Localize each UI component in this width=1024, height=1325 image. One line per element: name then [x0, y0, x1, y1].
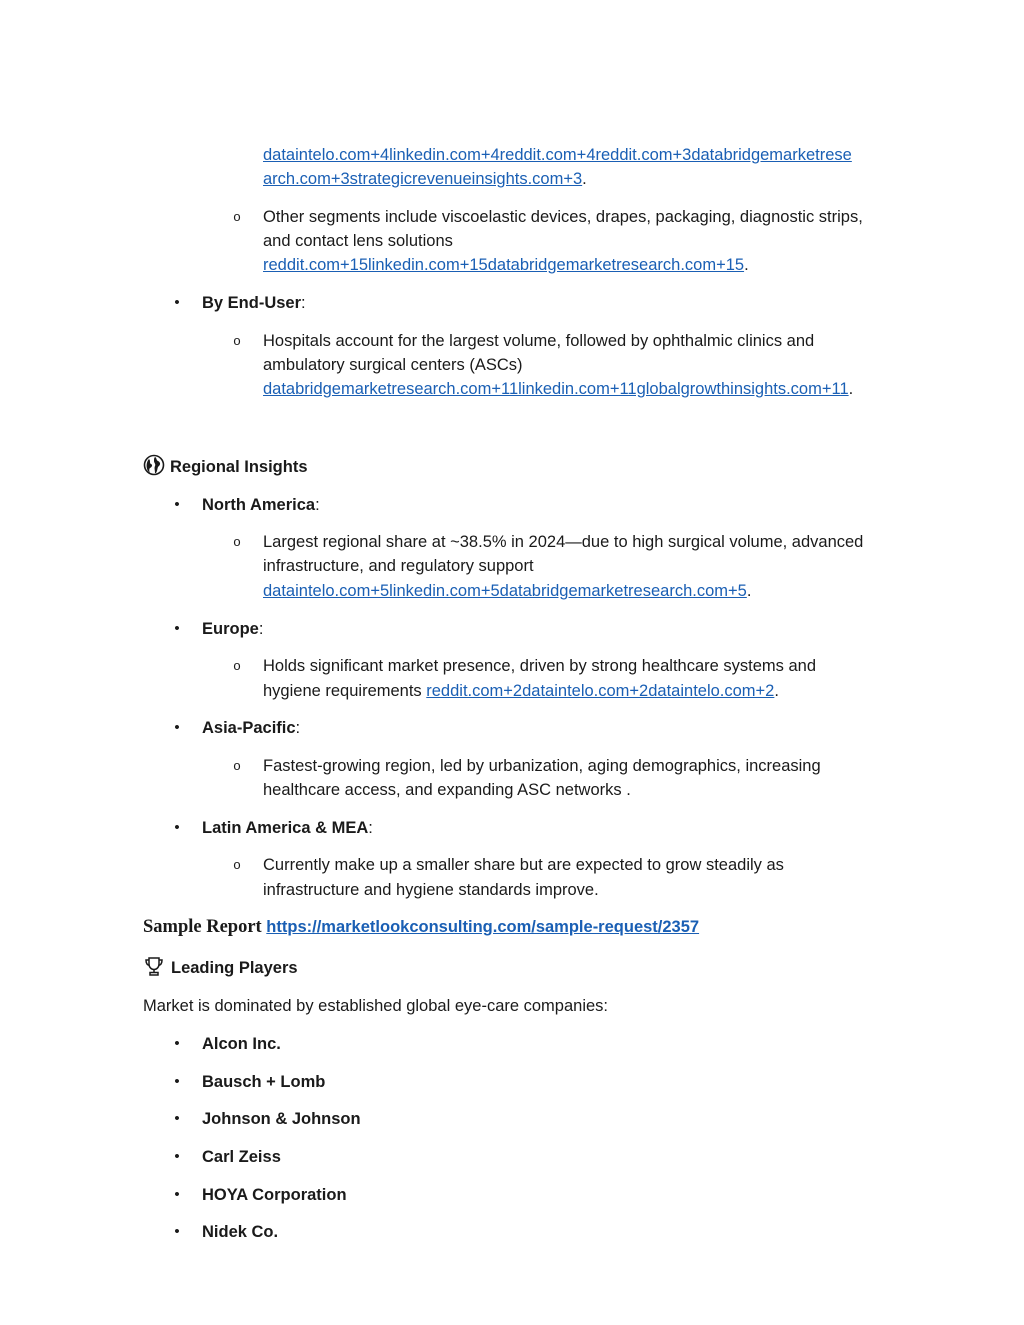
player-item: Nidek Co.: [202, 1223, 279, 1241]
bullet: •: [174, 1186, 180, 1203]
latam-mea-text-1: Currently make up a smaller share but are expected to grow steadily as: [263, 856, 784, 874]
other-segments-text-1: Other segments include viscoelastic devices, drapes, packaging, diagnostic strips,: [263, 208, 863, 226]
source-link[interactable]: dataintelo.com+5linkedin.com+5databridgemarketresearch.com+5: [263, 582, 747, 600]
sample-report-label: Sample Report: [143, 917, 262, 937]
other-segments-text-2: and contact lens solutions: [263, 232, 453, 250]
end-user-source: databridgemarketresearch.com+11linkedin.com+11globalgrowthinsights.com+11.: [263, 380, 854, 398]
source-link[interactable]: arch.com+3strategicrevenueinsights.com+3: [263, 170, 583, 188]
bullet: •: [174, 719, 180, 736]
europe-text-2: hygiene requirements reddit.com+2dataintelo.com+2dataintelo.com+2.: [263, 682, 779, 700]
bullet: •: [174, 819, 180, 836]
source-link[interactable]: reddit.com+15linkedin.com+15databridgemarketresearch.com+15: [263, 256, 745, 274]
asia-pacific-heading: Asia-Pacific:: [202, 719, 301, 737]
bullet: •: [174, 620, 180, 637]
sample-report-link[interactable]: https://marketlookconsulting.com/sample-request/2357: [266, 918, 700, 936]
bullet: •: [174, 1223, 180, 1240]
north-america-source: dataintelo.com+5linkedin.com+5databridgemarketresearch.com+5.: [263, 582, 752, 600]
sub-bullet: o: [233, 209, 241, 224]
source-link[interactable]: reddit.com+2dataintelo.com+2dataintelo.com+2: [426, 682, 775, 700]
end-user-text-1: Hospitals account for the largest volume, followed by ophthalmic clinics and: [263, 332, 815, 350]
sub-bullet: o: [233, 534, 241, 549]
players-intro: Market is dominated by established global eye-care companies:: [143, 997, 608, 1015]
north-america-heading: North America:: [202, 496, 320, 514]
player-item: Johnson & Johnson: [202, 1110, 361, 1128]
asia-pacific-text-2: healthcare access, and expanding ASC networks .: [263, 781, 631, 799]
bullet: •: [174, 1073, 180, 1090]
player-item: HOYA Corporation: [202, 1186, 347, 1204]
europe-heading: Europe:: [202, 620, 264, 638]
end-user-text-2: ambulatory surgical centers (ASCs): [263, 356, 523, 374]
end-user-heading: By End-User:: [202, 294, 306, 312]
sub-bullet: o: [233, 758, 241, 773]
latam-mea-heading: Latin America & MEA:: [202, 819, 373, 837]
regional-insights-heading: Regional Insights: [170, 458, 308, 476]
source-link[interactable]: dataintelo.com+4linkedin.com+4reddit.com+4reddit.com+3databridgemarketrese: [263, 146, 852, 164]
player-item: Carl Zeiss: [202, 1148, 281, 1166]
asia-pacific-text-1: Fastest-growing region, led by urbanization, aging demographics, increasing: [263, 757, 821, 775]
north-america-text-2: infrastructure, and regulatory support: [263, 557, 534, 575]
segment-source-line-2: arch.com+3strategicrevenueinsights.com+3.: [263, 170, 587, 188]
bullet: •: [174, 496, 180, 513]
north-america-text-1: Largest regional share at ~38.5% in 2024—due to high surgical volume, advanced: [263, 533, 864, 551]
bullet: •: [174, 1035, 180, 1052]
bullet: •: [174, 294, 180, 311]
segment-source-line-1: [263, 143, 852, 167]
leading-players-heading: Leading Players: [171, 959, 298, 977]
globe-icon: [143, 454, 165, 476]
bullet: •: [174, 1110, 180, 1127]
trophy-icon: [143, 955, 165, 977]
sub-bullet: o: [233, 857, 241, 872]
sub-bullet: o: [233, 333, 241, 348]
europe-text-1: Holds significant market presence, driven by strong healthcare systems and: [263, 657, 817, 675]
source-link[interactable]: databridgemarketresearch.com+11linkedin.com+11globalgrowthinsights.com+11: [263, 380, 849, 398]
other-segments-source: reddit.com+15linkedin.com+15databridgemarketresearch.com+15.: [263, 256, 749, 274]
sample-report-line: [143, 915, 699, 939]
bullet: •: [174, 1148, 180, 1165]
player-item: Alcon Inc.: [202, 1035, 281, 1053]
player-item: Bausch + Lomb: [202, 1073, 326, 1091]
sub-bullet: o: [233, 658, 241, 673]
latam-mea-text-2: infrastructure and hygiene standards improve.: [263, 881, 599, 899]
